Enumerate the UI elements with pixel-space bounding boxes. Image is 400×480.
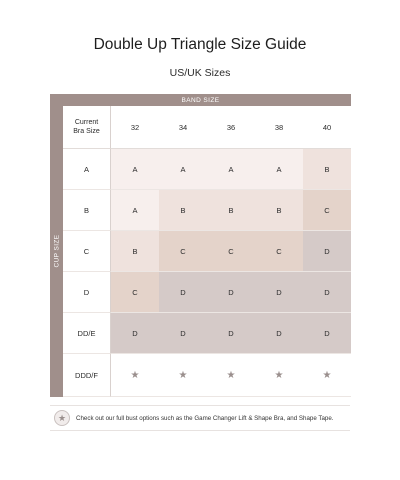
star-icon: ★ — [255, 354, 303, 397]
band-38-header: 38 — [255, 106, 303, 149]
corner-line-2: Bra Size — [73, 128, 100, 135]
band-36-header: 36 — [207, 106, 255, 149]
size-cell: B — [207, 190, 255, 231]
cup-row-label: A — [63, 149, 111, 190]
star-icon: ★ — [207, 354, 255, 397]
size-cell: D — [303, 231, 351, 272]
cup-row-label: DD/E — [63, 313, 111, 354]
cup-row-label: B — [63, 190, 111, 231]
size-cell: D — [255, 272, 303, 313]
cup-row-label: C — [63, 231, 111, 272]
size-cell: C — [303, 190, 351, 231]
size-cell: D — [303, 313, 351, 354]
size-cell: A — [207, 149, 255, 190]
size-cell: A — [159, 149, 207, 190]
band-40-header: 40 — [303, 106, 351, 149]
note-text: Check out our full bust options such as the Game Changer Lift & Shape Bra, and Shape Tape. — [76, 414, 334, 422]
size-cell: D — [207, 272, 255, 313]
star-icon: ★ — [303, 354, 351, 397]
star-icon: ★ — [159, 354, 207, 397]
size-cell: D — [303, 272, 351, 313]
cup-row-label: D — [63, 272, 111, 313]
cup-size-label: CUP SIZE — [53, 234, 60, 268]
cup-row-label: DDD/F — [63, 354, 111, 397]
band-34-header: 34 — [159, 106, 207, 149]
size-grid — [63, 106, 351, 397]
size-cell: B — [159, 190, 207, 231]
page-subtitle: US/UK Sizes — [169, 67, 231, 79]
size-cell: A — [111, 190, 159, 231]
size-cell: A — [111, 149, 159, 190]
cup-size-bar — [50, 106, 63, 397]
page-title: Double Up Triangle Size Guide — [93, 36, 307, 53]
size-cell: C — [207, 231, 255, 272]
band-32-header: 32 — [111, 106, 159, 149]
size-cell: D — [159, 313, 207, 354]
size-cell: D — [255, 313, 303, 354]
size-cell: A — [255, 149, 303, 190]
size-cell: C — [159, 231, 207, 272]
band-size-header: BAND SIZE — [50, 94, 351, 106]
current-bra-size-header — [63, 106, 111, 149]
size-cell: C — [255, 231, 303, 272]
size-cell: D — [159, 272, 207, 313]
size-cell: D — [207, 313, 255, 354]
size-guide-table — [50, 94, 351, 397]
size-cell: B — [111, 231, 159, 272]
size-cell: B — [303, 149, 351, 190]
corner-line-1: Current — [74, 119, 99, 126]
size-cell: C — [111, 272, 159, 313]
full-bust-note — [50, 405, 350, 431]
size-cell: D — [111, 313, 159, 354]
size-cell: B — [255, 190, 303, 231]
star-icon: ★ — [111, 354, 159, 397]
star-icon: ★ — [54, 410, 70, 426]
